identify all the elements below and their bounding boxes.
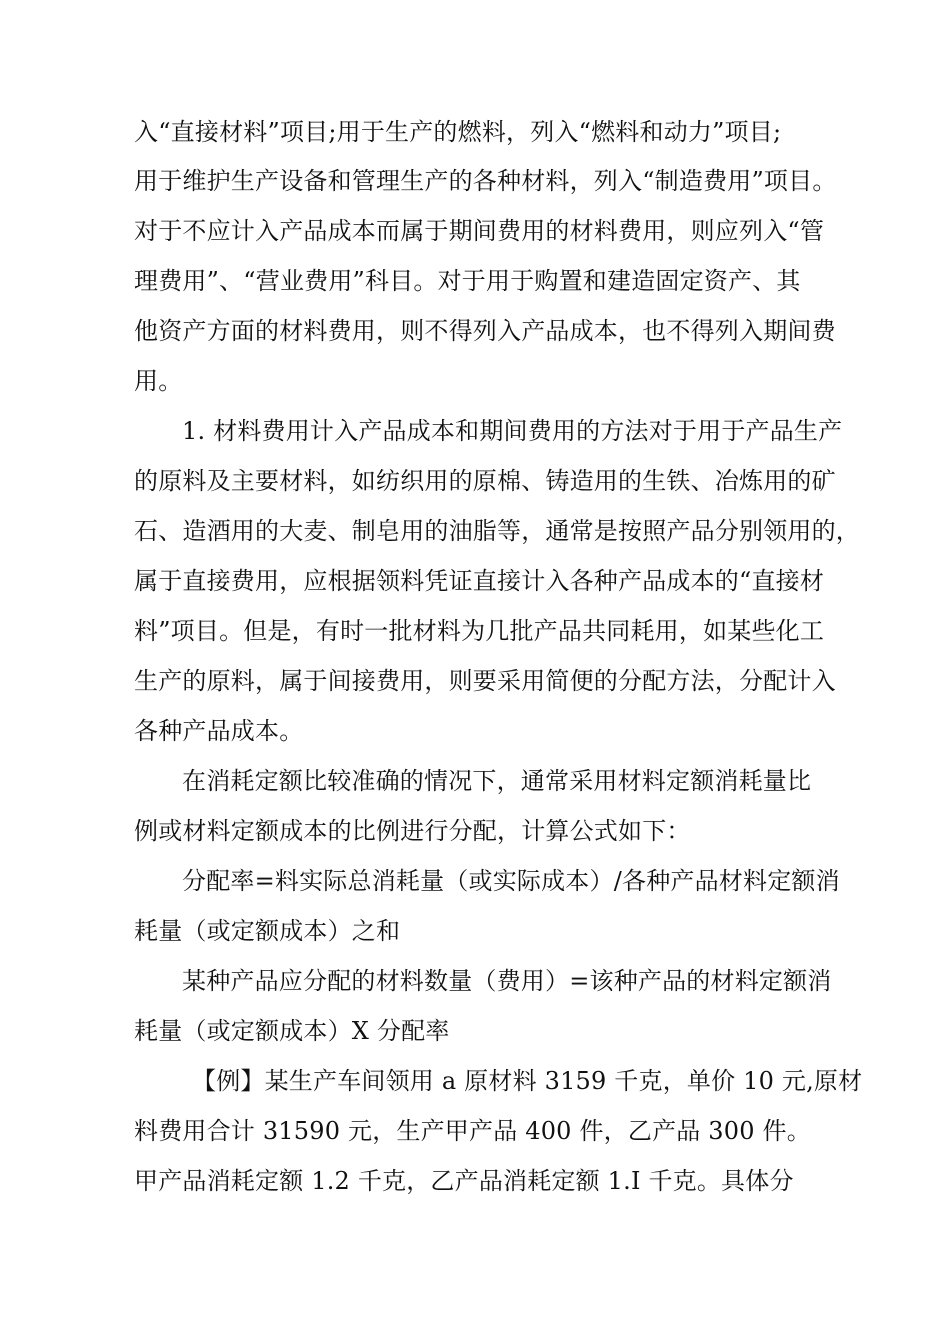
text-line-17: 耗量（或定额成本）之和 [134,917,401,945]
text-line-19: 耗量（或定额成本）X 分配率 [134,1017,450,1045]
text-line-20: 【例】某生产车间领用 a 原材料 3159 千克，单价 10 元,原材 [192,1067,863,1095]
text-line-8: 的原料及主要材料，如纺织用的原棉、铸造用的生铁、冶炼用的矿 [134,467,836,495]
text-line-15: 例或材料定额成本的比例进行分配，计算公式如下： [134,817,691,845]
text-line-3: 对于不应计入产品成本而属于期间费用的材料费用，则应列入“管 [134,217,825,245]
text-line-6: 用。 [134,367,183,395]
text-line-10: 属于直接费用，应根据领料凭证直接计入各种产品成本的“直接材 [134,567,825,595]
text-line-13: 各种产品成本。 [134,717,304,745]
text-line-21: 料费用合计 31590 元，生产甲产品 400 件，乙产品 300 件。 [134,1117,811,1145]
text-line-1: 入“直接材料”项目;用于生产的燃料，列入“燃料和动力”项目; [134,118,782,146]
text-line-18: 某种产品应分配的材料数量（费用）=该种产品的材料定额消 [182,967,832,995]
text-line-9: 石、造酒用的大麦、制皂用的油脂等，通常是按照产品分别领用的， [134,517,860,545]
text-line-12: 生产的原料，属于间接费用，则要采用简便的分配方法，分配计入 [134,667,836,695]
text-line-22: 甲产品消耗定额 1.2 千克，乙产品消耗定额 1.I 千克。具体分 [134,1167,794,1195]
text-line-7: 1. 材料费用计入产品成本和期间费用的方法对于用于产品生产 [182,417,843,445]
text-line-11: 料”项目。但是，有时一批材料为几批产品共同耗用，如某些化工 [134,617,825,645]
text-line-14: 在消耗定额比较准确的情况下，通常采用材料定额消耗量比 [182,767,812,795]
text-line-5: 他资产方面的材料费用，则不得列入产品成本，也不得列入期间费 [134,317,836,345]
text-line-4: 理费用”、“营业费用”科目。对于用于购置和建造固定资产、其 [134,267,801,295]
text-line-16: 分配率=料实际总消耗量（或实际成本）/各种产品材料定额消 [182,867,840,895]
text-line-2: 用于维护生产设备和管理生产的各种材料，列入“制造费用”项目。 [134,167,837,195]
